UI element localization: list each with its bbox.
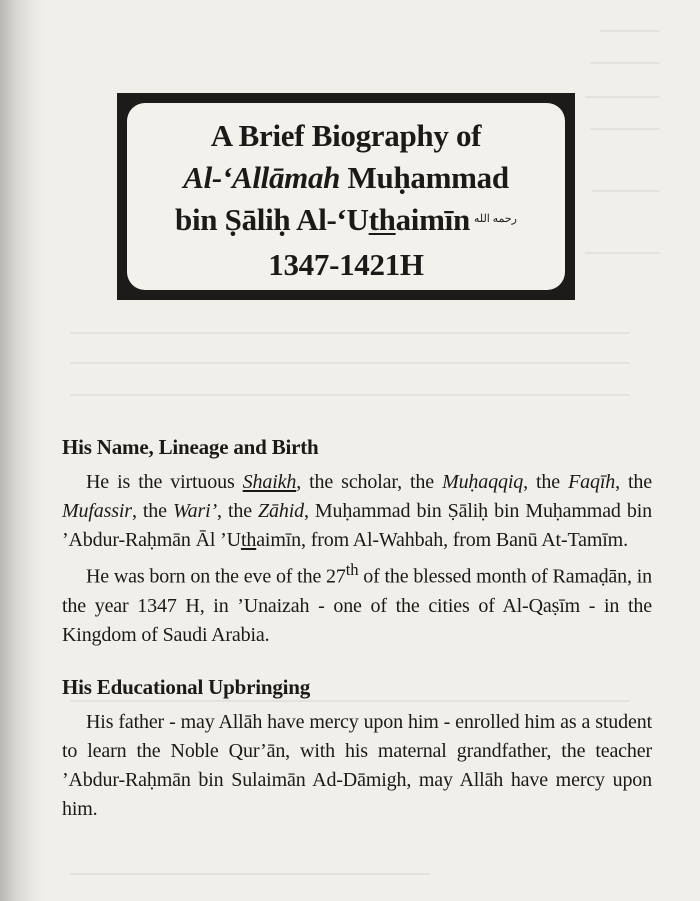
- title-name-part-2: aimīn: [395, 202, 470, 237]
- biography-body: [62, 432, 652, 824]
- term-muhaqqiq: Muḥaqqiq: [442, 471, 524, 493]
- title-name-underlined: th: [368, 202, 396, 237]
- paragraph-name-lineage: He is the virtuous Shaikh, the scholar, the Muḥaqqiq, the Faqīh, the Mufassir, the Wari’, the Zāhid, Muḥammad bin Ṣāliḥ bin Muḥammad bin ’Abdur-Raḥmān Āl ’Uthaimīn, from Al-Wahbah, from Banū At-Tamīm.: [62, 471, 652, 551]
- paragraph-birth: He was born on the eve of the 27th of the blessed month of Ramaḍān, in the year 1347 H, in ’Unaizah - one of the cities of Al-Qaṣīm - in the Kingdom of Saudi Arabia.: [62, 560, 652, 646]
- title-panel: [127, 103, 565, 290]
- name-underlined-th: th: [240, 529, 257, 551]
- page-gutter-shadow: [0, 0, 46, 901]
- title-dates: 1347-1421H: [268, 246, 424, 282]
- heading-educational-upbringing: His Educational Upbringing: [62, 674, 311, 699]
- title-name-part-1: bin Ṣāliḥ Al-‘U: [175, 202, 369, 237]
- title-line-3: [127, 199, 565, 244]
- title-line-2: [127, 157, 565, 199]
- title-allamah: Al-‘Allāmah: [183, 160, 341, 195]
- term-shaikh: Shaikh: [242, 471, 297, 493]
- title-muhammad: Muḥammad: [340, 160, 509, 195]
- term-faqih: Faqīh: [568, 471, 616, 493]
- honorific-glyph: رحمه الله: [473, 212, 517, 225]
- paragraph-education: His father - may Allāh have mercy upon him - enrolled him as a student to learn the Noble Qur’ān, with his maternal grandfather, the teacher ’Abdur-Raḥmān bin Sulaimān Ad-Dāmigh, may Allāh have mercy upon him.: [62, 710, 652, 820]
- term-zahid: Zāhid: [258, 500, 304, 522]
- superscript-th: th: [345, 560, 359, 579]
- term-wari: Wari’: [172, 500, 218, 522]
- heading-name-lineage-birth: His Name, Lineage and Birth: [62, 435, 319, 459]
- title-frame: [117, 93, 575, 300]
- title-line-1: A Brief Biography of: [210, 118, 482, 153]
- term-mufassir: Mufassir: [62, 500, 132, 522]
